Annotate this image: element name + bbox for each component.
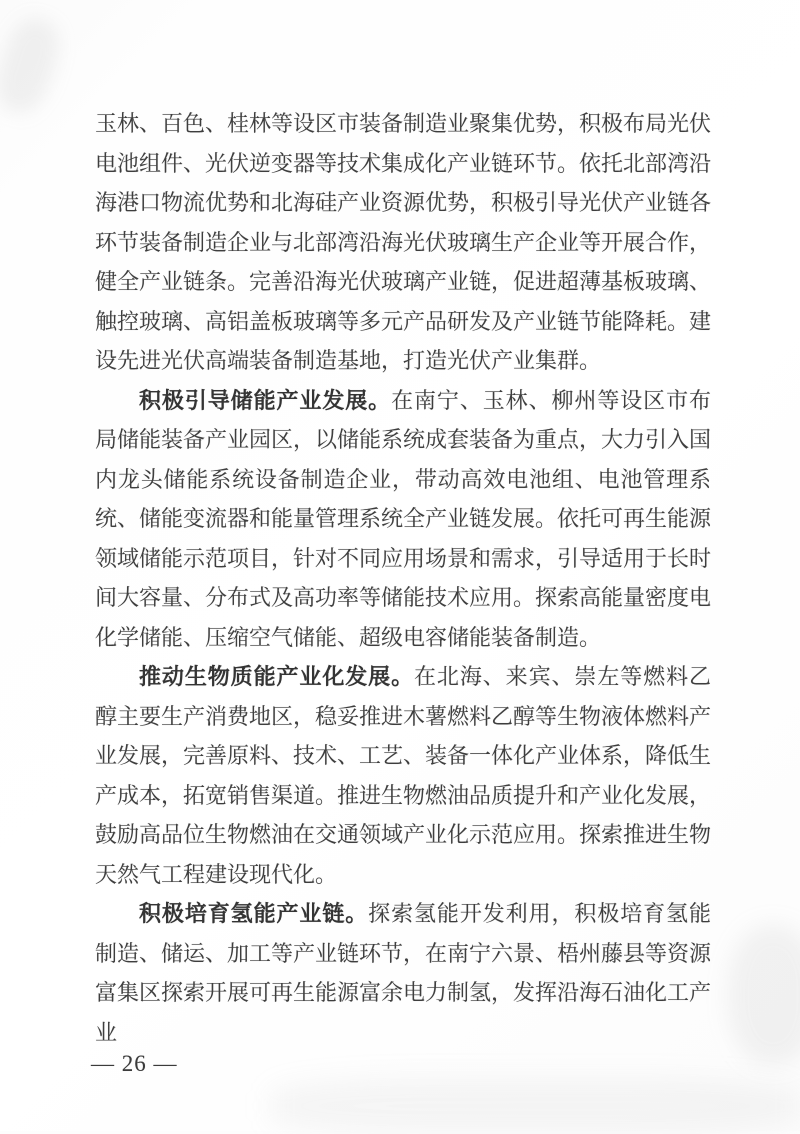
scan-artifact — [728, 925, 800, 1065]
paragraph-lead-bold: 推动生物质能产业化发展。 — [139, 664, 414, 689]
scan-artifact — [0, 12, 67, 118]
body-text — [95, 104, 711, 1052]
page-number: — 26 — — [91, 1051, 178, 1076]
paragraph-lead-bold: 积极引导储能产业发展。 — [139, 387, 392, 413]
paragraph-energy-storage — [95, 381, 711, 658]
scan-artifact — [270, 1078, 800, 1134]
paragraph-body: 玉林、百色、桂林等设区市装备制造业聚集优势，积极布局光伏电池组件、光伏逆变器等技术集成化产业链环节。依托北部湾沿海港口物流优势和北海硅产业资源优势，积极引导光伏产业链各环节装备制造企业与北部湾沿海光伏玻璃生产企业等开展合作，健全产业链条。完善沿海光伏玻璃产业链，促进超薄基板玻璃、触控玻璃、高铝盖板玻璃等多元产品研发及产业链节能降耗。建设先进光伏高端装备制造基地，打造光伏产业集群。 — [95, 111, 712, 373]
paragraph-lead-bold: 积极培育氢能产业链。 — [139, 901, 369, 926]
paragraph-photovoltaic-industry — [95, 104, 711, 381]
paragraph-biomass-energy — [95, 657, 711, 894]
paragraph-body: 在南宁、玉林、柳州等设区市布局储能装备产业园区，以储能系统成套装备为重点，大力引入国内龙头储能系统设备制造企业，带动高效电池组、电池管理系统、储能变流器和能量管理系统全产业链发展。依托可再生能源领域储能示范项目，针对不同应用场景和需求，引导适用于长时间大容量、分布式及高功率等储能技术应用。探索高能量密度电化学储能、压缩空气储能、超级电容储能装备制造。 — [95, 387, 712, 650]
paragraph-body: 在北海、来宾、崇左等燃料乙醇主要生产消费地区，稳妥推进木薯燃料乙醇等生物液体燃料产业发展，完善原料、技术、工艺、装备一体化产业体系，降低生产成本，拓宽销售渠道。推进生物燃油品质提升和产业化发展，鼓励高品位生物燃油在交通领域产业化示范应用。探索推进生物天然气工程建设现代化。 — [95, 664, 712, 887]
paragraph-body: 探索氢能开发利用，积极培育氢能制造、储运、加工等产业链环节，在南宁六景、梧州藤县等资源富集区探索开展可再生能源富余电力制氢，发挥沿海石油化工产业 — [95, 901, 712, 1045]
paragraph-hydrogen-energy — [95, 894, 711, 1052]
